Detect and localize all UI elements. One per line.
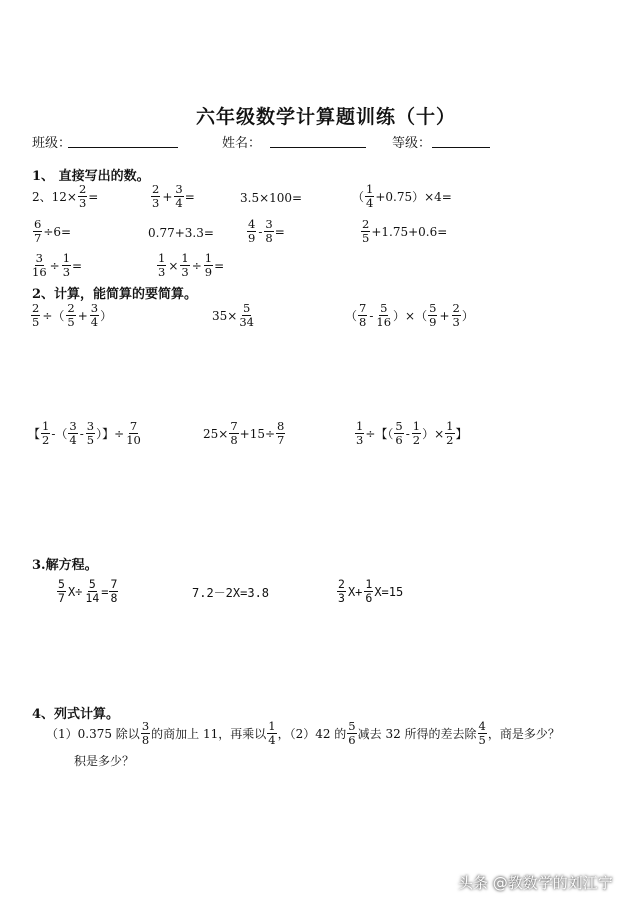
fraction: $\frac{1}{3}$ xyxy=(356,419,364,447)
s4-problem-line-2: 积是多少？ xyxy=(74,754,135,768)
fraction: $\frac{2}{5}$ xyxy=(362,217,370,245)
s4-problem-line: （1）0.375 除以 $\frac{3}{8}$ 的商加上 11，再乘以 $\frac{1}{4}$ ，（2）42 的 $\frac{5}{6}$ 减去 32 所得的差去除 $\frac{4}{5}$ ，商是多少？ xyxy=(46,719,560,747)
s2-problem-f: $\frac{1}{3}$ ÷【（ $\frac{5}{6}$ - $\frac{1}{2}$ ）× $\frac{1}{2}$ 】 xyxy=(356,419,468,447)
fraction: $\frac{5}{34}$ xyxy=(239,301,254,329)
fraction: $\frac{2}{3}$ xyxy=(152,182,160,210)
name-label: 姓名： xyxy=(222,136,262,151)
s1-problem-g: $\frac{4}{9}$ - $\frac{3}{8}$ = xyxy=(248,217,285,245)
fraction: $\frac{6}{7}$ xyxy=(34,217,42,245)
fraction: $\frac{5}{16}$ xyxy=(376,301,392,329)
fraction: $\frac{5}{6}$ xyxy=(395,419,403,447)
s2-problem-b: 35× $\frac{5}{34}$ xyxy=(212,301,254,329)
fraction: $\frac{3}{4}$ xyxy=(175,182,183,210)
fraction: $\frac{7}{10}$ xyxy=(126,419,141,447)
s1-problem-c: 3.5×100= xyxy=(240,191,303,205)
s2-problem-e: 25× $\frac{7}{8}$ +15÷ $\frac{8}{7}$ xyxy=(203,419,285,447)
fraction: $\frac{1}{2}$ xyxy=(412,419,421,447)
s2-problem-d: 【 $\frac{1}{2}$ -（ $\frac{3}{4}$ - $\frac{3}{5}$ ）】÷ $\frac{7}{10}$ xyxy=(28,419,141,447)
section-1-heading: 1、 直接写出的数。 xyxy=(32,169,150,184)
fraction: $\frac{8}{7}$ xyxy=(277,419,285,447)
fraction: $\frac{5}{14}$ xyxy=(85,577,100,605)
fraction: $\frac{3}{4}$ xyxy=(69,419,77,447)
s1-problem-h: $\frac{2}{5}$ +1.75+0.6= xyxy=(362,217,448,245)
section-3-heading: 3.解方程。 xyxy=(32,558,98,573)
fraction: $\frac{3}{16}$ xyxy=(32,251,47,279)
name-blank[interactable] xyxy=(270,147,366,148)
fraction: $\frac{2}{5}$ xyxy=(32,301,40,329)
s1-problem-i: $\frac{3}{16}$ ÷ $\frac{1}{3}$ = xyxy=(32,251,83,279)
grade-blank[interactable] xyxy=(432,147,490,148)
s2-problem-c: （ $\frac{7}{8}$ - $\frac{5}{16}$ ）×（ $\frac{5}{9}$ + $\frac{2}{3}$ ） xyxy=(345,301,474,329)
fraction: $\frac{5}{6}$ xyxy=(348,719,356,747)
fraction: $\frac{5}{9}$ xyxy=(429,301,437,329)
fraction: $\frac{4}{5}$ xyxy=(478,719,486,747)
fraction: $\frac{1}{9}$ xyxy=(204,251,213,279)
fraction: $\frac{7}{8}$ xyxy=(359,301,367,329)
s1-problem-e: $\frac{6}{7}$ ÷6= xyxy=(34,217,72,245)
fraction: $\frac{3}{8}$ xyxy=(141,719,150,747)
fraction: $\frac{4}{9}$ xyxy=(248,217,256,245)
s3-problem-b: 7.2－2X=3.8 xyxy=(192,586,270,600)
s1-problem-j: $\frac{1}{3}$ × $\frac{1}{3}$ ÷ $\frac{1}{9}$ = xyxy=(158,251,225,279)
fraction: $\frac{3}{8}$ xyxy=(265,217,273,245)
s3-problem-a: $\frac{5}{7}$ X÷ $\frac{5}{14}$ = $\frac{7}{8}$ xyxy=(58,577,118,605)
page-title: 六年级数学计算题训练（十） xyxy=(196,106,457,128)
class-label: 班级： xyxy=(32,136,72,151)
grade-label: 等级： xyxy=(392,136,432,151)
fraction: $\frac{7}{8}$ xyxy=(230,419,238,447)
section-2-heading: 2、计算，能简算的要简算。 xyxy=(32,287,198,302)
fraction: $\frac{1}{3}$ xyxy=(181,251,189,279)
fraction: $\frac{1}{6}$ xyxy=(365,577,373,605)
watermark: 头条 @教数学的刘江宁 xyxy=(458,874,613,892)
fraction: $\frac{1}{3}$ xyxy=(158,251,166,279)
fraction: $\frac{1}{4}$ xyxy=(268,719,276,747)
s2-problem-a: $\frac{2}{5}$ ÷（ $\frac{2}{5}$ + $\frac{3}{4}$ ） xyxy=(32,301,113,329)
section-4-heading: 4、列式计算。 xyxy=(32,707,120,722)
fraction: $\frac{2}{3}$ xyxy=(78,182,87,210)
fraction: $\frac{1}{4}$ xyxy=(366,182,374,210)
class-blank[interactable] xyxy=(68,147,178,148)
s1-problem-d: （ $\frac{1}{4}$ +0.75）×4= xyxy=(352,182,452,210)
fraction: $\frac{1}{2}$ xyxy=(446,419,454,447)
fraction: $\frac{1}{3}$ xyxy=(62,251,71,279)
fraction: $\frac{5}{7}$ xyxy=(58,577,65,605)
s1-problem-f: 0.77+3.3= xyxy=(148,226,214,240)
fraction: $\frac{1}{2}$ xyxy=(42,419,50,447)
fraction: $\frac{2}{3}$ xyxy=(452,301,460,329)
s1-problem-a: 2、12× $\frac{2}{3}$ = xyxy=(32,182,99,210)
fraction: $\frac{3}{4}$ xyxy=(90,301,99,329)
fraction: $\frac{2}{5}$ xyxy=(67,301,75,329)
fraction: $\frac{2}{3}$ xyxy=(338,577,345,605)
fraction: $\frac{7}{8}$ xyxy=(110,577,118,605)
fraction: $\frac{3}{5}$ xyxy=(86,419,95,447)
s1-problem-b: $\frac{2}{3}$ + $\frac{3}{4}$ = xyxy=(152,182,195,210)
s3-problem-c: $\frac{2}{3}$ X+ $\frac{1}{6}$ X=15 xyxy=(338,577,404,605)
